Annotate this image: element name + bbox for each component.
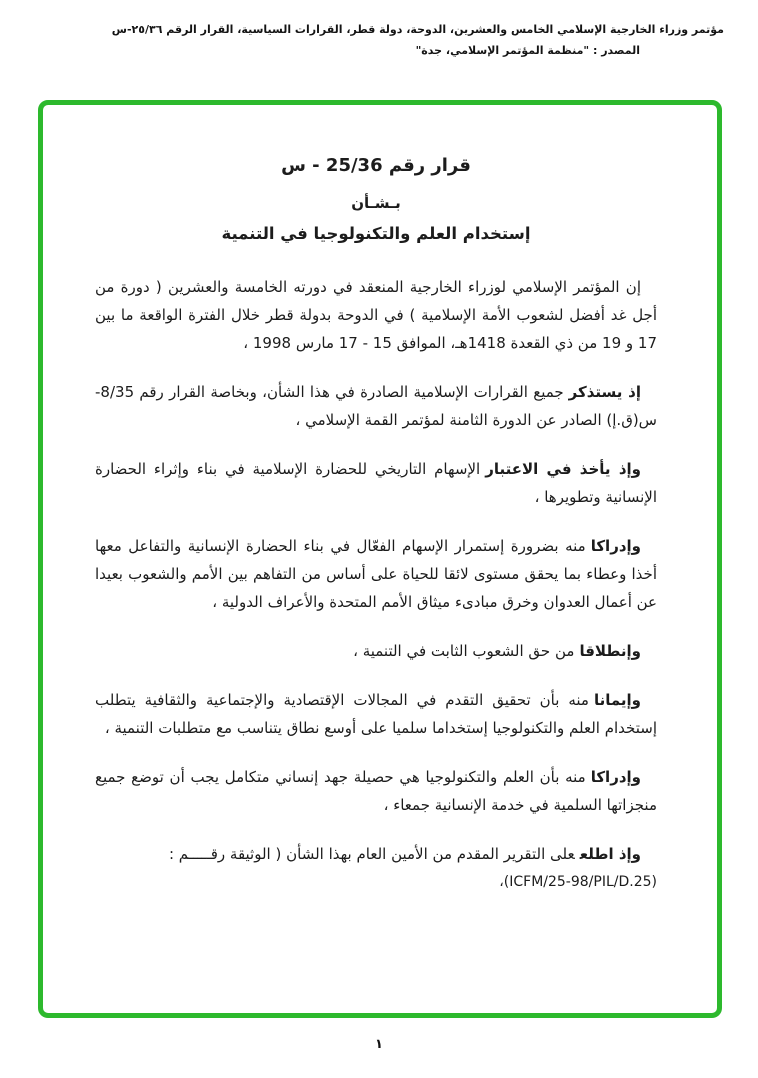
resolution-paragraph xyxy=(95,763,657,819)
resolution-subject: إستخدام العلم والتكنولوجيا في التنمية xyxy=(221,224,531,243)
paragraph-lead: وإنطلاقا xyxy=(579,642,641,660)
resolution-paragraph xyxy=(95,532,657,616)
paragraph-lead: وإدراكا xyxy=(590,768,641,786)
resolution-body xyxy=(95,273,657,896)
paragraph-lead: إذ يستذكر xyxy=(568,383,641,401)
paragraph-text: إن المؤتمر الإسلامي لوزراء الخارجية المنعقد في دورته الخامسة والعشرين ( دورة من أجل غد أفضل لشعوب الأمة الإسلامية ) في الدوحة بدولة قطر خلال الفترة الواقعة ما بين 17 و 19 من ذي القعدة 1418هـ، الموافق 15 - 17 مارس 1998 ، xyxy=(95,278,657,352)
page-number: ١ xyxy=(375,1037,383,1052)
resolution-paragraph xyxy=(95,840,657,868)
resolution-title: قرار رقم 25/36 - س xyxy=(281,155,471,176)
paragraph-text: منه بأن العلم والتكنولوجيا هي حصيلة جهد إنساني متكامل يجب أن توضع جميع منجزاتها السلمية في خدمة الإنسانية جمعاء ، xyxy=(95,768,657,814)
resolution-paragraph xyxy=(95,378,657,434)
paragraph-lead: وإدراكا xyxy=(590,537,641,555)
paragraph-text: منه بأن تحقيق التقدم في المجالات الإقتصادية والإجتماعية والثقافية يتطلب إستخدام العلم والتكنولوجيا إستخداما سلميا على أوسع نطاق يتناسب مع متطلبات التنمية ، xyxy=(95,691,657,737)
resolution-paragraph xyxy=(95,273,657,357)
paragraph-text: من حق الشعوب الثابت في التنمية ، xyxy=(353,642,575,660)
green-border-frame xyxy=(38,100,722,1018)
header-source-line: المصدر : "منظمة المؤتمر الإسلامي، جدة" xyxy=(415,44,640,57)
document-header xyxy=(34,22,724,58)
resolution-paragraph xyxy=(95,455,657,511)
paragraph-text: جميع القرارات الإسلامية الصادرة في هذا الشأن، وبخاصة القرار رقم 8/35-س(ق.إ) الصادر عن الدورة الثامنة لمؤتمر القمة الإسلامي ، xyxy=(95,383,657,429)
paragraph-lead: وإذ يأخذ في الاعتبار xyxy=(485,460,641,478)
resolution-about-label: بـشـأن xyxy=(351,194,401,212)
document-reference-code: (ICFM/25-98/PIL/D.25)، xyxy=(499,874,657,890)
paragraph-text: على التقرير المقدم من الأمين العام بهذا الشأن ( الوثيقة رقـــــم : xyxy=(168,845,575,863)
paragraph-lead: وإذ اطلع xyxy=(579,845,641,863)
resolution-paragraph xyxy=(95,637,657,665)
resolution-paragraph xyxy=(95,686,657,742)
paragraph-text: الإسهام التاريخي للحضارة الإسلامية في بناء وإثراء الحضارة الإنسانية وتطويرها ، xyxy=(95,460,657,506)
paragraph-lead: وإيمانا xyxy=(593,691,641,709)
paragraph-text: منه بضرورة إستمرار الإسهام الفعّال في بناء الحضارة الإنسانية والتفاعل معها أخذا وعطاء بما يحقق مستوى لائقا للحياة على أساس من التفاهم بين الأمم والشعوب بعيدا عن أعمال العدوان وخرق مبادىء ميثاق الأمم المتحدة والأعراف الدولية ، xyxy=(95,537,657,611)
header-citation-line: مؤتمر وزراء الخارجية الإسلامي الخامس والعشرين، الدوحة، دولة قطر، القرارات السياسية، القرار الرقم ٢٥/٣٦-س xyxy=(111,23,724,36)
